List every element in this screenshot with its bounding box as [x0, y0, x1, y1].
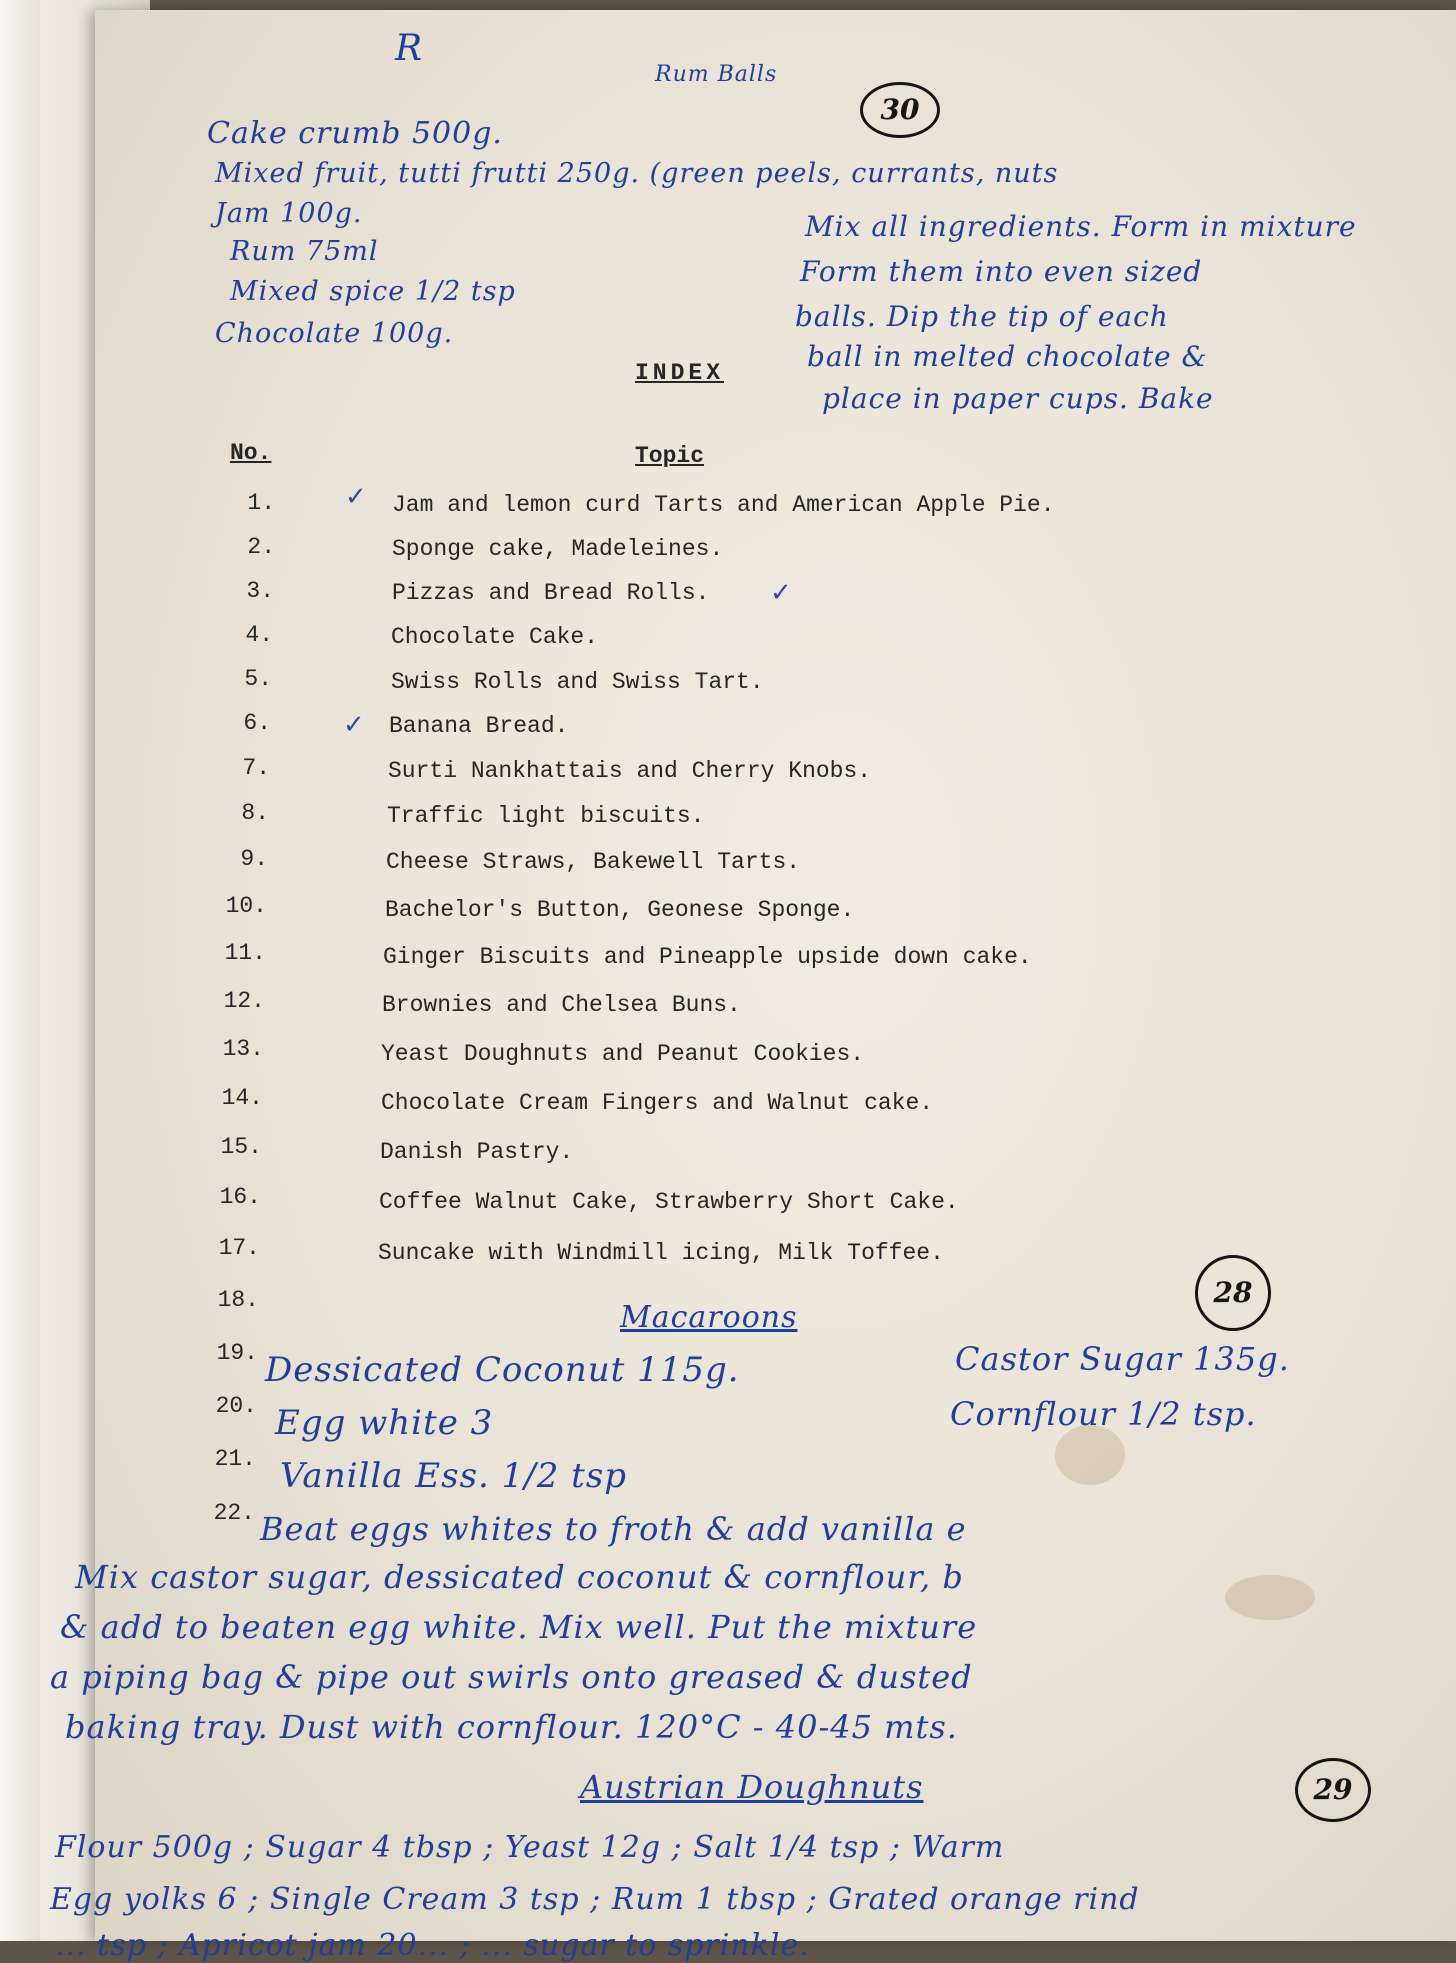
row-topic: Chocolate Cake.	[391, 624, 599, 650]
row-topic: Yeast Doughnuts and Peanut Cookies.	[381, 1041, 865, 1067]
row-number: 20.	[215, 1393, 257, 1419]
row-number: 17.	[218, 1235, 260, 1261]
row-topic: Suncake with Windmill icing, Milk Toffee.	[378, 1240, 944, 1266]
column-header-number: No.	[230, 440, 272, 466]
back-paper-fold	[0, 0, 40, 1941]
row-topic: Surti Nankhattais and Cherry Knobs.	[388, 758, 872, 784]
column-header-topic: Topic	[635, 443, 705, 469]
stain-mark	[1225, 1575, 1315, 1620]
row-number: 12.	[223, 988, 265, 1014]
page-number-circle: 28	[1195, 1255, 1271, 1331]
doughnuts-heading: Austrian Doughnuts	[580, 1768, 924, 1806]
rum-ingredient-line: Jam 100g.	[215, 198, 363, 229]
doughnut-ingredient-line: ... tsp ; Apricot jam 20... ; ... sugar to sprinkle.	[55, 1928, 810, 1963]
checkmark-icon: ✓	[343, 710, 365, 740]
macaroon-ingredient: Egg white 3	[275, 1403, 494, 1443]
rum-ingredient-line: Rum 75ml	[230, 236, 379, 267]
page-number-circle: 29	[1295, 1758, 1371, 1822]
page-title: INDEX	[635, 360, 725, 386]
row-number: 21.	[214, 1446, 256, 1472]
row-number: 2.	[247, 534, 275, 560]
row-number: 8.	[241, 800, 269, 826]
stain-mark	[1055, 1425, 1125, 1485]
macaroon-ingredient: Cornflour 1/2 tsp.	[950, 1395, 1257, 1433]
row-topic: Bachelor's Button, Geonese Sponge.	[385, 897, 855, 923]
rum-ingredient-line: Mixed spice 1/2 tsp	[230, 276, 516, 307]
macaroon-method-line: & add to beaten egg white. Mix well. Put the mixture	[60, 1608, 978, 1646]
row-number: 22.	[213, 1500, 255, 1526]
doughnut-ingredient-line: Flour 500g ; Sugar 4 tbsp ; Yeast 12g ; Salt 1/4 tsp ; Warm	[55, 1830, 1005, 1865]
macaroon-method-line: Mix castor sugar, dessicated coconut & cornflour, b	[75, 1558, 964, 1596]
checkmark-icon: ✓	[345, 482, 367, 512]
row-number: 16.	[219, 1184, 261, 1210]
row-number: 13.	[222, 1036, 264, 1062]
row-topic: Coffee Walnut Cake, Strawberry Short Cake.	[379, 1189, 959, 1215]
macaroon-ingredient: Castor Sugar 135g.	[955, 1340, 1290, 1378]
rum-method-line: ball in melted chocolate &	[807, 340, 1208, 373]
row-number: 10.	[225, 893, 267, 919]
index-page	[50, 10, 1456, 1963]
rum-balls-heading: Rum Balls	[655, 62, 778, 87]
doughnut-ingredient-line: Egg yolks 6 ; Single Cream 3 tsp ; Rum 1 tbsp ; Grated orange rind	[50, 1882, 1140, 1917]
row-topic: Brownies and Chelsea Buns.	[382, 992, 741, 1018]
rum-ingredient-line: Cake crumb 500g.	[207, 116, 503, 151]
handwritten-letter: R	[395, 28, 424, 69]
rum-ingredient-line: Mixed fruit, tutti frutti 250g. (green peels, currants, nuts	[215, 158, 1059, 189]
row-number: 18.	[217, 1287, 259, 1313]
row-number: 15.	[220, 1134, 262, 1160]
rum-method-line: balls. Dip the tip of each	[795, 300, 1169, 333]
macaroon-method-line: a piping bag & pipe out swirls onto greased & dusted	[50, 1658, 973, 1696]
rum-method-line: Mix all ingredients. Form in mixture	[805, 210, 1357, 243]
row-number: 7.	[242, 755, 270, 781]
row-topic: Chocolate Cream Fingers and Walnut cake.	[381, 1090, 934, 1116]
macaroon-method-line: Beat eggs whites to froth & add vanilla e	[260, 1510, 967, 1548]
rum-method-line: place in paper cups. Bake	[822, 382, 1214, 415]
rum-method-line: Form them into even sized	[800, 255, 1203, 288]
macaroon-method-line: baking tray. Dust with cornflour. 120°C - 40-45 mts.	[65, 1708, 958, 1746]
row-number: 11.	[224, 940, 266, 966]
row-topic: Sponge cake, Madeleines.	[392, 536, 724, 562]
row-topic: Cheese Straws, Bakewell Tarts.	[386, 849, 801, 875]
row-topic: Traffic light biscuits.	[387, 803, 705, 829]
row-topic: Ginger Biscuits and Pineapple upside down cake.	[383, 944, 1032, 970]
page-number-circle: 30	[860, 82, 940, 138]
row-topic: Swiss Rolls and Swiss Tart.	[391, 669, 764, 695]
checkmark-icon: ✓	[770, 578, 792, 608]
row-number: 19.	[216, 1340, 258, 1366]
macaroon-ingredient: Dessicated Coconut 115g.	[265, 1350, 740, 1390]
macaroon-ingredient: Vanilla Ess. 1/2 tsp	[280, 1456, 628, 1496]
row-topic: Banana Bread.	[389, 713, 569, 739]
row-number: 6.	[243, 710, 271, 736]
row-number: 14.	[221, 1085, 263, 1111]
macaroons-heading: Macaroons	[620, 1300, 798, 1335]
row-number: 9.	[240, 846, 268, 872]
rum-ingredient-line: Chocolate 100g.	[215, 318, 454, 349]
row-number: 5.	[244, 666, 272, 692]
row-topic: Danish Pastry.	[380, 1139, 574, 1165]
row-number: 1.	[247, 490, 275, 516]
row-topic: Jam and lemon curd Tarts and American Apple Pie.	[392, 492, 1055, 518]
row-number: 3.	[246, 578, 274, 604]
row-number: 4.	[245, 622, 273, 648]
row-topic: Pizzas and Bread Rolls.	[392, 580, 710, 606]
